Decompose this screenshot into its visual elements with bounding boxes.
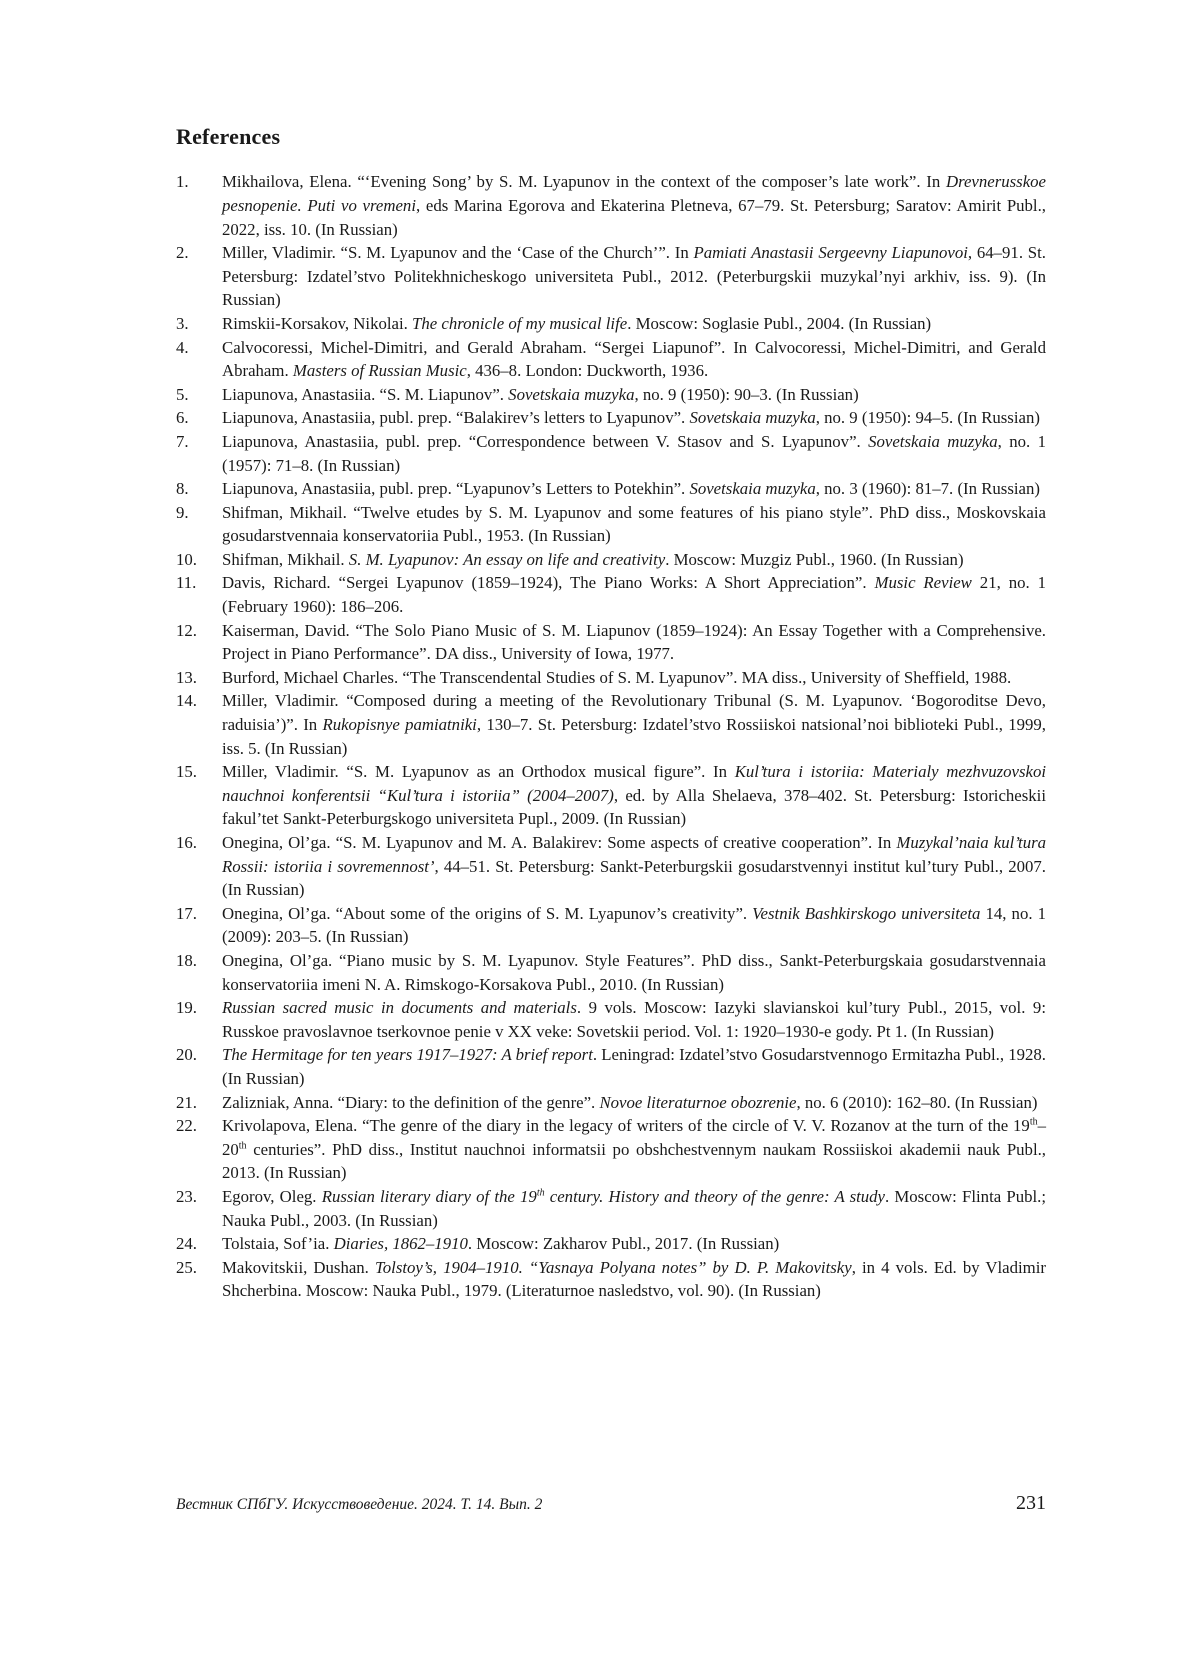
reference-text-segment: Calvocoressi, Michel-Dimitri, and Gerald Abraham. “Sergei Liapunof”. In Calvocoressi, Michel-Dimitri, and Gerald Abraham. (222, 337, 1046, 381)
reference-title-segment: Sovetskaia muzyka (508, 384, 635, 404)
reference-text-segment: Liapunova, Anastasiia, publ. prep. “Correspondence between V. Stasov and S. Lyapunov”. (222, 431, 869, 451)
reference-text (222, 1043, 1046, 1090)
reference-title-segment: Kul’tura i istoriia: Materialy mezhvuzovskoi nauchnoi konferentsii “Kul’tura i istoriia” (2004–2007) (222, 762, 1047, 805)
reference-item (176, 383, 1046, 407)
journal-running-footer: Вестник СПбГУ. Искусствоведение. 2024. Т. 14. Вып. 2 (176, 1496, 543, 1513)
reference-text-segment: , no. 3 (1960): 81–7. (In Russian) (815, 479, 1040, 499)
reference-item (176, 312, 1046, 336)
reference-title-segment: Drevnerusskoe pesnopenie. Puti vo vremeni (222, 172, 1046, 215)
reference-number: 5. (176, 384, 189, 404)
reference-text (222, 170, 1046, 241)
reference-text-segment: Liapunova, Anastasiia, publ. prep. “Lyapunov’s Letters to Potekhin”. (222, 479, 690, 499)
reference-text-segment: , 64–91. St. Petersburg: Izdatel’stvo Politekhnicheskogo universiteta Publ., 2012. (Peterburgskii muzykal’nyi arkhiv, iss. 9). (In Russian) (222, 243, 1046, 310)
reference-text-segment: . Moscow: Soglasie Publ., 2004. (In Russian) (627, 313, 932, 333)
reference-title-segment: Sovetskaia muzyka (689, 408, 816, 428)
reference-number: 21. (176, 1092, 197, 1112)
reference-title-segment: Tolstoy’s, 1904–1910. “Yasnaya Polyana notes” by D. P. Makovitsky (374, 1257, 852, 1277)
reference-item (176, 241, 1046, 312)
reference-number: 10. (176, 549, 197, 569)
reference-title-segment: Sovetskaia muzyka (868, 431, 998, 451)
reference-text (222, 430, 1046, 477)
reference-text-segment: Shifman, Mikhail. “Twelve etudes by S. M. Lyapunov and some features of his piano style”. PhD diss., Moskovskaia gosudarstvennaia konservatoriia Publ., 1953. (In Russian) (222, 502, 1046, 546)
reference-item (176, 902, 1046, 949)
reference-text (222, 571, 1046, 618)
reference-number: 14. (176, 691, 197, 711)
section-heading: References (176, 124, 281, 149)
reference-text (222, 477, 1046, 501)
reference-text-segment: Onegina, Ol’ga. “About some of the origins of S. M. Lyapunov’s creativity”. (222, 903, 753, 923)
reference-text-segment: Makovitskii, Dushan. (222, 1257, 375, 1277)
reference-text (222, 241, 1046, 312)
reference-title-segment: Diaries, 1862–1910 (333, 1234, 468, 1254)
reference-item (176, 548, 1046, 572)
reference-text-segment: . Moscow: Flinta Publ.; Nauka Publ., 2003. (In Russian) (222, 1186, 1046, 1230)
reference-number: 22. (176, 1116, 197, 1136)
reference-text (222, 501, 1046, 548)
reference-text (222, 1091, 1046, 1115)
reference-text (222, 312, 1046, 336)
reference-title-segment: Russian sacred music in documents and materials (222, 998, 577, 1018)
reference-text-segment: , no. 1 (1957): 71–8. (In Russian) (222, 431, 1046, 475)
reference-title-segment: Vestnik Bashkirskogo universiteta (752, 903, 981, 923)
reference-number: 20. (176, 1045, 197, 1065)
reference-title-segment: Music Review (874, 573, 972, 593)
reference-number: 13. (176, 667, 197, 687)
reference-title-segment: S. M. Lyapunov: An essay on life and creativity (348, 549, 666, 569)
reference-text-segment: . 9 vols. Moscow: Iazyki slavianskoi kul’tury Publ., 2015, vol. 9: Russkoe pravoslavnoe tserkovnoe penie v XX veke: Sovetskii period. Vol. 1: 1920–1930-e gody. Pt 1. (In Russian) (222, 998, 1046, 1041)
reference-number: 9. (176, 502, 189, 522)
reference-item (176, 1256, 1046, 1303)
reference-number: 19. (176, 998, 197, 1018)
reference-text-segment: , 44–51. St. Petersburg: Sankt-Peterburgskii gosudarstvennyi institut kul’tury Publ., 2007. (In Russian) (222, 856, 1046, 900)
reference-number: 18. (176, 950, 197, 970)
reference-number: 2. (176, 243, 189, 263)
reference-text-segment: Miller, Vladimir. “Composed during a meeting of the Revolutionary Tribunal (S. M. Lyapunov. ‘Bogoroditse Devo, raduisia’)”. In (222, 691, 1046, 735)
reference-title-segment: The chronicle of my musical life (412, 313, 628, 333)
reference-text-segment: , in 4 vols. Ed. by Vladimir Shcherbina. Moscow: Nauka Publ., 1979. (Literaturnoe nasledstvo, vol. 90). (In Russian) (222, 1257, 1046, 1301)
reference-text (222, 548, 1046, 572)
references-section (176, 124, 1046, 1303)
reference-text (222, 949, 1046, 996)
reference-number: 24. (176, 1234, 197, 1254)
reference-text (222, 1256, 1046, 1303)
reference-text-segment: , ed. by Alla Shelaeva, 378–402. St. Petersburg: Istoricheskii fakul’tet Sankt-Peterburgskogo universiteta Pupl., 2009. (In Russian) (222, 785, 1046, 829)
reference-item (176, 477, 1046, 501)
reference-text (222, 666, 1046, 690)
reference-text-segment: Kaiserman, David. “The Solo Piano Music of S. M. Liapunov (1859–1924): An Essay Together with a Comprehensive. Project in Piano Performance”. DA diss., University of Iowa, 1977. (222, 620, 1046, 664)
reference-text-segment: , no. 9 (1950): 90–3. (In Russian) (634, 384, 859, 404)
reference-title-segment: Masters of Russian Music (292, 361, 467, 381)
reference-number: 25. (176, 1257, 197, 1277)
reference-text-segment: Liapunova, Anastasiia. “S. M. Liapunov”. (222, 384, 509, 404)
reference-text-segment: Miller, Vladimir. “S. M. Lyapunov as an Orthodox musical figure”. In (222, 762, 735, 782)
reference-item (176, 571, 1046, 618)
reference-text-segment: 21, no. 1 (February 1960): 186–206. (222, 573, 1046, 617)
reference-item (176, 1232, 1046, 1256)
reference-text-segment: . Moscow: Muzgiz Publ., 1960. (In Russian) (665, 549, 964, 569)
reference-text (222, 1185, 1046, 1232)
reference-text-segment: centuries”. PhD diss., Institut nauchnoi informatsii po obshchestvennym naukam Rossiiskoi akademii nauk Publ., 2013. (In Russian) (222, 1139, 1046, 1183)
reference-text-segment: , 130–7. St. Petersburg: Izdatel’stvo Rossiiskoi natsional’noi biblioteki Publ., 1999, iss. 5. (In Russian) (222, 715, 1046, 758)
reference-item (176, 949, 1046, 996)
reference-text (222, 902, 1046, 949)
reference-item (176, 619, 1046, 666)
reference-text-segment: Mikhailova, Elena. “‘Evening Song’ by S. M. Lyapunov in the context of the composer’s late work”. In (222, 172, 946, 192)
reference-text-segment: Krivolapova, Elena. “The genre of the diary in the legacy of writers of the circle of V. V. Rozanov at the turn of the 19 (222, 1116, 1030, 1136)
reference-number: 16. (176, 833, 197, 853)
reference-number: 1. (176, 172, 189, 192)
reference-item (176, 406, 1046, 430)
reference-text (222, 996, 1046, 1043)
reference-text (222, 336, 1046, 383)
reference-title-segment: The Hermitage for ten years 1917–1927: A brief report (222, 1045, 593, 1065)
reference-text-segment: Liapunova, Anastasiia, publ. prep. “Balakirev’s letters to Lyapunov”. (222, 408, 690, 428)
reference-text-segment: , no. 6 (2010): 162–80. (In Russian) (796, 1092, 1038, 1112)
reference-item (176, 760, 1046, 831)
reference-title-segment: Rukopisnye pamiatniki (322, 715, 477, 735)
reference-text (222, 831, 1046, 902)
reference-text (222, 760, 1046, 831)
reference-item (176, 996, 1046, 1043)
reference-item (176, 689, 1046, 760)
reference-text-segment: Onegina, Ol’ga. “S. M. Lyapunov and M. A. Balakirev: Some aspects of creative cooperation”. In (222, 833, 897, 853)
reference-text-segment: , 436–8. London: Duckworth, 1936. (466, 361, 709, 381)
reference-number: 12. (176, 620, 197, 640)
reference-number: 4. (176, 337, 189, 357)
reference-text (222, 619, 1046, 666)
reference-text (222, 1232, 1046, 1256)
reference-text-segment: , no. 9 (1950): 94–5. (In Russian) (815, 408, 1040, 428)
reference-title-segment: Pamiati Anastasii Sergeevny Liapunovoi (693, 243, 968, 263)
reference-title-segment: Sovetskaia muzyka (689, 479, 816, 499)
reference-item (176, 1185, 1046, 1232)
reference-item (176, 336, 1046, 383)
reference-item (176, 1114, 1046, 1185)
reference-item (176, 430, 1046, 477)
reference-text-segment: Miller, Vladimir. “S. M. Lyapunov and the ‘Case of the Church’”. In (222, 243, 694, 263)
reference-text-segment: th (1029, 1116, 1038, 1128)
reference-text-segment: th (238, 1140, 247, 1152)
reference-text (222, 689, 1046, 760)
page-footer (176, 1492, 1046, 1515)
reference-item (176, 831, 1046, 902)
reference-text-segment: Egorov, Oleg. (222, 1186, 322, 1206)
reference-text-segment: . Moscow: Zakharov Publ., 2017. (In Russian) (467, 1234, 780, 1254)
reference-number: 8. (176, 479, 189, 499)
reference-number: 15. (176, 762, 197, 782)
reference-number: 23. (176, 1186, 197, 1206)
reference-title-segment: Russian literary diary of the 19 (321, 1186, 537, 1206)
reference-number: 3. (176, 313, 189, 333)
reference-number: 11. (176, 573, 197, 593)
reference-item (176, 170, 1046, 241)
reference-text-segment: –20 (222, 1116, 1046, 1159)
reference-title-segment: th (536, 1187, 545, 1199)
reference-number: 6. (176, 408, 189, 428)
reference-text-segment: Zalizniak, Anna. “Diary: to the definition of the genre”. (222, 1092, 600, 1112)
reference-title-segment: century. History and theory of the genre: A study (544, 1186, 885, 1206)
reference-number: 7. (176, 431, 189, 451)
reference-number: 17. (176, 903, 197, 923)
reference-text (222, 406, 1046, 430)
reference-text (222, 1114, 1046, 1185)
reference-item (176, 1091, 1046, 1115)
reference-list (176, 170, 1046, 1303)
reference-item (176, 501, 1046, 548)
reference-text-segment: Davis, Richard. “Sergei Lyapunov (1859–1924), The Piano Works: A Short Appreciation”. (222, 573, 875, 593)
reference-text-segment: , eds Marina Egorova and Ekaterina Pletneva, 67–79. St. Petersburg; Saratov: Amirit Publ., 2022, iss. 10. (In Russian) (222, 195, 1046, 239)
reference-text-segment: . Leningrad: Izdatel’stvo Gosudarstvennogo Ermitazha Publ., 1928. (In Russian) (222, 1045, 1046, 1088)
reference-title-segment: Muzykal’naia kul’tura Rossii: istoriia i sovremennost’ (222, 833, 1046, 876)
reference-text-segment: 14, no. 1 (2009): 203–5. (In Russian) (222, 903, 1046, 947)
reference-text-segment: Shifman, Mikhail. (222, 549, 349, 569)
reference-title-segment: Novoe literaturnoe obozrenie (599, 1092, 797, 1112)
reference-text-segment: Rimskii-Korsakov, Nikolai. (222, 313, 413, 333)
reference-text (222, 383, 1046, 407)
reference-item (176, 1043, 1046, 1090)
page-number: 231 (1016, 1492, 1046, 1514)
reference-item (176, 666, 1046, 690)
reference-text-segment: Onegina, Ol’ga. “Piano music by S. M. Lyapunov. Style Features”. PhD diss., Sankt-Peterburgskaia gosudarstvennaia konservatoriia imeni N. A. Rimskogo-Korsakova Publ., 2010. (In Russian) (222, 950, 1046, 994)
reference-text-segment: Tolstaia, Sof’ia. (222, 1234, 334, 1254)
reference-text-segment: Burford, Michael Charles. “The Transcendental Studies of S. M. Lyapunov”. MA diss., University of Sheffield, 1988. (222, 667, 1012, 687)
